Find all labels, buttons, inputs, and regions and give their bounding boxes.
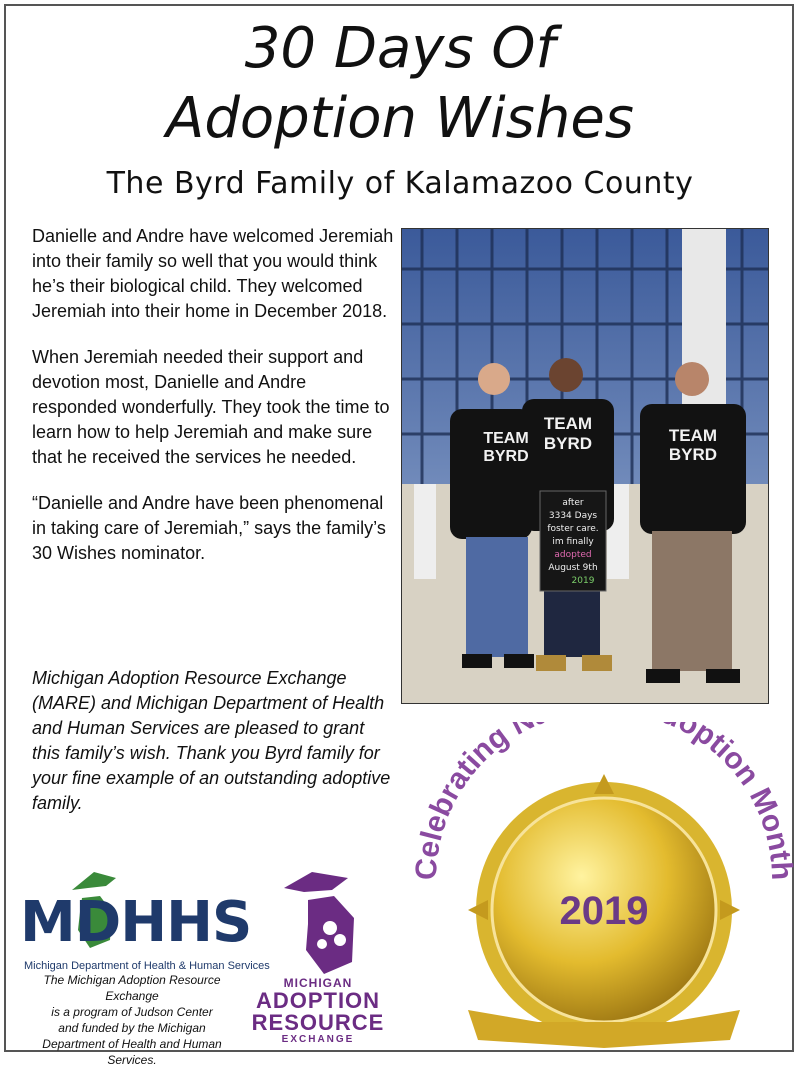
mare-line-1: MICHIGAN <box>283 976 353 990</box>
shirt-text-3-line2: BYRD <box>668 445 718 464</box>
mare-line-2: ADOPTION <box>255 988 381 1013</box>
story-paragraph-1: Danielle and Andre have welcomed Jeremiah into their family so well that you would think he’s their biological child. They welcomed Jeremiah into their home in December 2018. <box>32 226 394 321</box>
shirt-text-1-line1: TEAM <box>483 430 529 447</box>
adoption-month-seal <box>408 722 800 1052</box>
family-photo <box>401 228 769 704</box>
sign-line-7: 2019 <box>571 576 595 586</box>
program-note-line-3: and funded by the Michigan <box>58 1021 206 1035</box>
story-column <box>32 224 394 587</box>
shirt-text-2-line1: TEAM <box>543 414 593 433</box>
subtitle: The Byrd Family of Kalamazoo County <box>106 166 694 201</box>
title-line-1: 30 Days Of <box>244 16 556 81</box>
seal-arc-text: Celebrating N option Month <box>409 722 799 881</box>
shirt-text-1-line2: BYRD <box>483 448 529 465</box>
sign-line-2: 3334 Days <box>548 511 598 521</box>
shirt-text-3-line1: TEAM <box>668 426 718 445</box>
story-paragraph-2: When Jeremiah needed their support and devotion most, Danielle and Andre responded wonderfully. They took the time to learn how to help Jeremiah and make sure that he received the services he needed. <box>32 347 390 467</box>
shirt-text-2-line2: BYRD <box>543 434 593 453</box>
mdhhs-wordmark: MDHHS <box>20 890 252 955</box>
mare-logo <box>242 866 394 1046</box>
program-note <box>16 972 248 1068</box>
sign-line-6: August 9th <box>548 563 598 573</box>
mdhhs-logo <box>20 868 280 978</box>
story-paragraph-3: “Danielle and Andre have been phenomenal in taking care of Jeremiah,” says the family’s 30 Wishes nominator. <box>32 493 386 563</box>
sign-line-3: foster care. <box>547 524 599 534</box>
mare-line-3: RESOURCE <box>251 1010 385 1035</box>
title-line-2: Adoption Wishes <box>166 86 634 151</box>
mare-line-4: EXCHANGE <box>281 1034 355 1045</box>
closing-paragraph: Michigan Adoption Resource Exchange (MARE) and Michigan Department of Health and Human Services are pleased to grant this family’s wish. Thank you Byrd family for your fine example of an outstanding adoptive family. <box>32 668 391 813</box>
mdhhs-department-name: Michigan Department of Health & Human Services <box>24 960 270 972</box>
program-note-line-1: The Michigan Adoption Resource Exchange <box>43 973 221 1003</box>
mare-michigan-icon <box>278 866 374 978</box>
seal-year: 2019 <box>559 889 649 933</box>
sign-line-1: after <box>562 498 584 508</box>
program-note-line-4: Department of Health and Human Services. <box>42 1037 222 1067</box>
program-note-line-2: is a program of Judson Center <box>51 1005 213 1019</box>
sign-line-5: adopted <box>554 550 592 560</box>
sign-line-4: im finally <box>552 537 594 547</box>
